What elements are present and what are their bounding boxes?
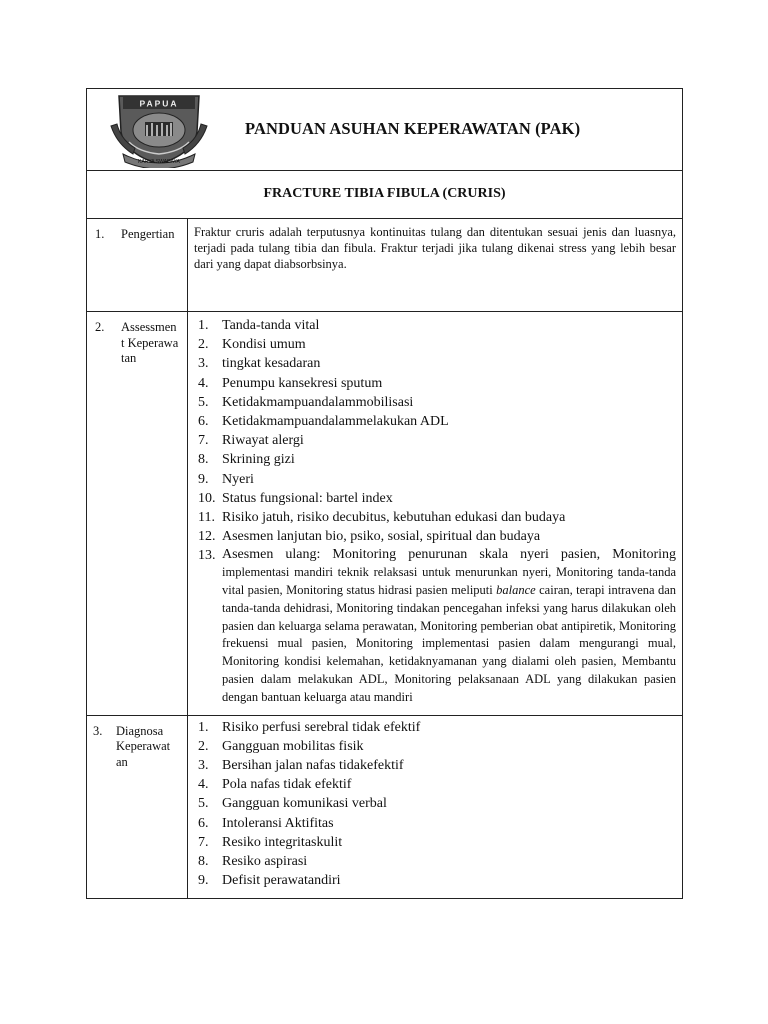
header-row: [87, 89, 683, 171]
list-item: [198, 450, 676, 469]
list-item: [198, 316, 676, 335]
reassessment-lead: Asesmen ulang: Monitoring penurunan skala nyeri pasien, Monitoring: [222, 547, 676, 563]
section-row-pengertian: [87, 219, 683, 312]
list-item-text: Bersihan jalan nafas tidakefektif: [222, 758, 404, 774]
list-item: [198, 833, 676, 852]
section-row-diagnosa: [87, 715, 683, 899]
definition-text: Fraktur cruris adalah terputusnya kontinuitas tulang dan ditentukan sesuai jenis dan luasnya, terjadi pada tulang tibia dan fibula. Fraktur terjadi jika tulang dikenai stress yang lebih besar dari yang dapat diabsorbsinya.: [194, 225, 676, 271]
list-item: [198, 374, 676, 393]
section-label: Assessment Keperawatan: [121, 320, 179, 365]
list-item-text: Intoleransi Aktifitas: [222, 815, 334, 831]
list-item: [198, 718, 676, 737]
section-number: 1.: [95, 227, 105, 241]
list-item-number: 4.: [198, 375, 209, 391]
list-item-number: 2.: [198, 738, 209, 754]
list-item-text: Penumpu kansekresi sputum: [222, 375, 383, 391]
section-content-cell: [188, 715, 683, 899]
list-item: [198, 794, 676, 813]
section-number: 3.: [93, 723, 103, 738]
list-item-text: Defisit perawatandiri: [222, 873, 341, 889]
assessment-list: [188, 312, 682, 715]
list-item-text: Tanda-tanda vital: [222, 318, 320, 333]
section-label: Diagnosa Keperawatan: [116, 723, 171, 769]
list-item: [198, 412, 676, 431]
reassessment-text-part1: implementasi mandiri teknik relaksasi untuk menurunkan nyeri, Monitoring tanda-tanda vital pasien, Monitoring status hidrasi pasien meliputi: [222, 565, 676, 598]
list-item-number: 9.: [198, 471, 209, 487]
list-item-number: 6.: [198, 414, 209, 430]
list-item-text: Skrining gizi: [222, 452, 295, 468]
list-item-number: 8.: [198, 854, 209, 870]
list-item-reassessment: [198, 546, 676, 706]
document-title: PANDUAN ASUHAN KEPERAWATAN (PAK): [245, 119, 581, 138]
list-item-number: 5.: [198, 796, 209, 812]
list-item-number: 2.: [198, 337, 209, 353]
list-item-text: Resiko aspirasi: [222, 854, 308, 870]
list-item: [198, 527, 676, 546]
list-item-number: 11.: [198, 510, 215, 526]
reassessment-italic-term: balance: [496, 583, 536, 598]
list-item: [198, 814, 676, 833]
list-item: [198, 756, 676, 775]
list-item-text: Status fungsional: bartel index: [222, 490, 393, 506]
diagnosis-list: [188, 716, 682, 899]
list-item-text: Ketidakmampuandalammobilisasi: [222, 394, 414, 410]
list-item-number: 7.: [198, 834, 209, 850]
list-item-text: Risiko jatuh, risiko decubitus, kebutuhan edukasi dan budaya: [222, 510, 566, 526]
list-item-text: Risiko perfusi serebral tidak efektif: [222, 719, 421, 735]
pak-document-table: [86, 88, 683, 899]
list-item-number: 4.: [198, 777, 209, 793]
list-item: [198, 393, 676, 412]
list-item: [198, 489, 676, 508]
section-label-cell: [87, 715, 188, 899]
list-item-text: Nyeri: [222, 471, 254, 487]
section-label: Pengertian: [121, 227, 175, 241]
subtitle-cell: [87, 171, 683, 219]
list-item-text: tingkat kesadaran: [222, 356, 321, 372]
list-item-number: 5.: [198, 394, 209, 410]
list-item-number: 8.: [198, 452, 209, 468]
reassessment-text-part2: cairan, terapi intravena dan tanda-tanda dehidrasi, Monitoring tindakan pencegahan infeksi yang harus dilakukan oleh pasien dan keluarga selama perawatan, Monitoring pemberian obat antipiretik, Monitoring frekuensi mual pasien, Monitoring implementasi pasien dalam mengurangi mual, Monitoring kondisi kelemahan, ketidaknyamanan yang dialami oleh pasien, Membantu pasien dalam melakukan ADL, Monitoring pelaksanaan ADL yang dilakukan pasien dengan bantuan keluarga atau mandiri: [222, 583, 676, 704]
list-item: [198, 871, 676, 890]
list-item-text: Gangguan komunikasi verbal: [222, 796, 387, 812]
list-item: [198, 852, 676, 871]
section-label-cell: [87, 312, 188, 716]
section-row-assessment: [87, 312, 683, 716]
list-item-text: Riwayat alergi: [222, 433, 304, 449]
list-item-number: 3.: [198, 758, 209, 774]
section-content-cell: [188, 219, 683, 312]
list-item-text: Gangguan mobilitas fisik: [222, 738, 364, 754]
list-item-text: [222, 546, 676, 706]
list-item-number: 1.: [198, 719, 209, 735]
list-item-number: 13.: [198, 548, 216, 564]
section-number: 2.: [95, 320, 105, 334]
list-item: [198, 335, 676, 354]
list-item-text: Ketidakmampuandalammelakukan ADL: [222, 414, 449, 430]
list-item: [198, 508, 676, 527]
list-item-number: 12.: [198, 529, 216, 545]
list-item: [198, 737, 676, 756]
subtitle-row: [87, 171, 683, 219]
section-content-cell: [188, 312, 683, 716]
list-item: [198, 775, 676, 794]
list-item: [198, 431, 676, 450]
papua-emblem-logo: [109, 92, 209, 168]
logo-text-bottom: KARYA SWADAYA: [138, 159, 180, 165]
list-item-number: 10.: [198, 490, 216, 506]
document-subtitle: FRACTURE TIBIA FIBULA (CRURIS): [263, 186, 506, 201]
list-item-number: 7.: [198, 433, 209, 449]
list-item: [198, 354, 676, 373]
list-item: [198, 470, 676, 489]
list-item-text: Pola nafas tidak efektif: [222, 777, 352, 793]
section-label-cell: [87, 219, 188, 312]
list-item-text: Resiko integritaskulit: [222, 834, 343, 850]
header-cell: [87, 89, 683, 171]
list-item-number: 6.: [198, 815, 209, 831]
list-item-text: Kondisi umum: [222, 337, 306, 353]
list-item-number: 9.: [198, 873, 209, 889]
list-item-text: Asesmen lanjutan bio, psiko, sosial, spiritual dan budaya: [222, 529, 541, 545]
list-item-number: 1.: [198, 318, 209, 333]
logo-text-top: PAPUA: [139, 98, 179, 109]
list-item-number: 3.: [198, 356, 209, 372]
